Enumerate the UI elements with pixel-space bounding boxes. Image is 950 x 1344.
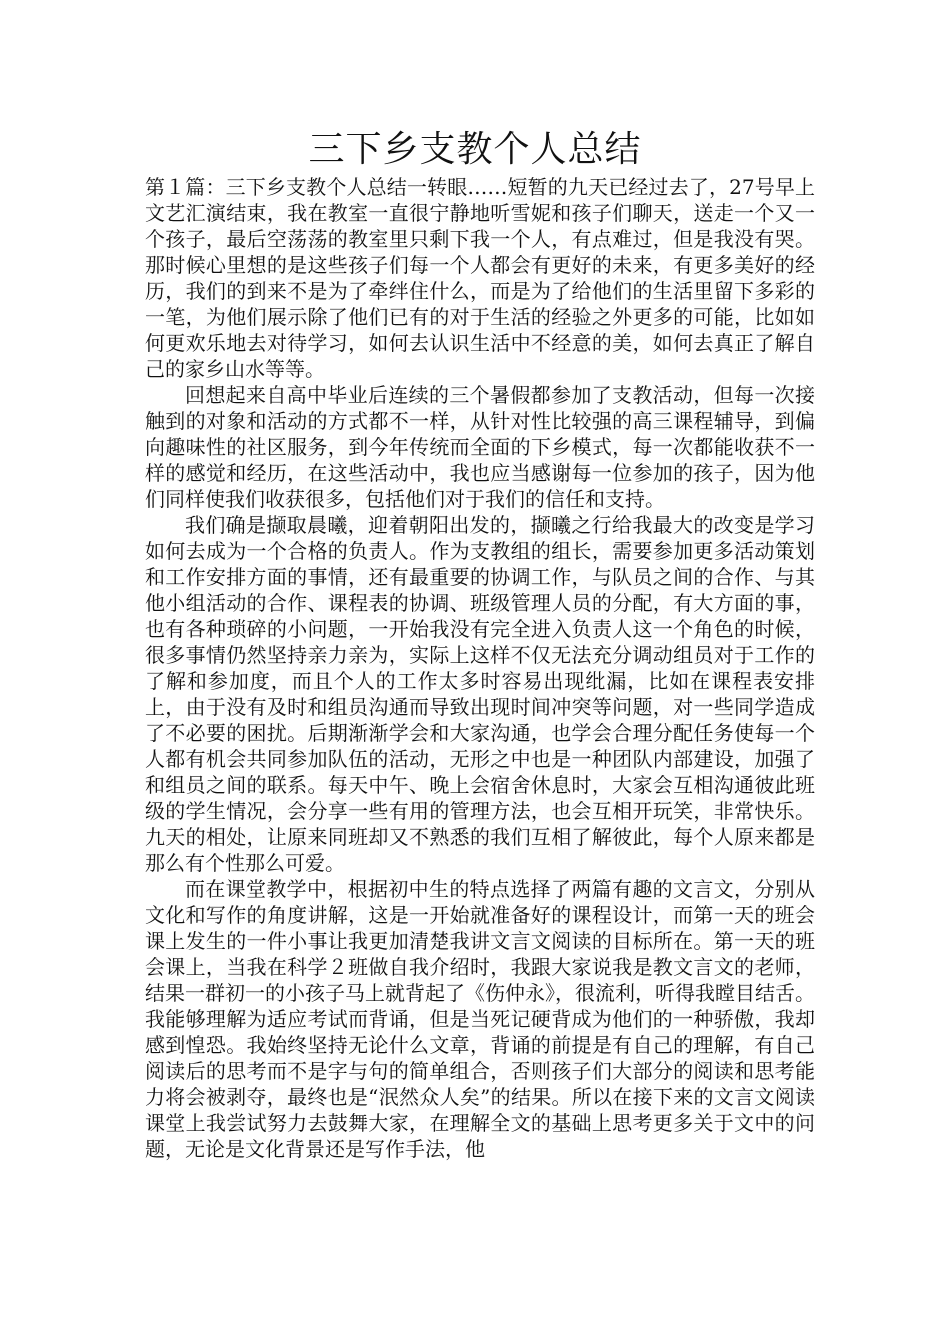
paragraph-4: 而在课堂教学中，根据初中生的特点选择了两篇有趣的文言文，分别从文化和写作的角度讲解，这是一开始就准备好的课程设计，而第一天的班会课上发生的一件小事让我更加清楚我讲文言文阅读的目标所在。第一天的班会课上，当我在科学２班做自我介绍时，我跟大家说我是教文言文的老师，结果一群初一的小孩子马上就背起了《伤仲永》，很流利，听得我瞠目结舌。我能够理解为适应考试而背诵，但是当死记硬背成为他们的一种骄傲，我却感到惶恐。我始终坚持无论什么文章，背诵的前提是有自己的理解，有自己阅读后的思考而不是字与句的简单组合，否则孩子们大部分的阅读和思考能力将会被剥夺，最终也是“泯然众人矣”的结果。所以在接下来的文言文阅读课堂上我尝试努力去鼓舞大家，在理解全文的基础上思考更多关于文中的问题，无论是文化背景还是写作手法，他 (145, 877, 815, 1161)
document-body (145, 174, 815, 1162)
paragraph-3: 我们确是撷取晨曦，迎着朝阳出发的，撷曦之行给我最大的改变是学习如何去成为一个合格的负责人。作为支教组的组长，需要参加更多活动策划和工作安排方面的事情，还有最重要的协调工作，与队员之间的合作、与其他小组活动的合作、课程表的协调、班级管理人员的分配，有大方面的事，也有各种琐碎的小问题，一开始我没有完全进入负责人这一个角色的时候，很多事情仍然坚持亲力亲为，实际上这样不仅无法充分调动组员对于工作的了解和参加度，而且个人的工作太多时容易出现纰漏，比如在课程表安排上，由于没有及时和组员沟通而导致出现时间冲突等问题，对一些同学造成了不必要的困扰。后期渐渐学会和大家沟通，也学会合理分配任务使每一个人都有机会共同参加队伍的活动，无形之中也是一种团队内部建设，加强了和组员之间的联系。每天中午、晚上会宿舍休息时，大家会互相沟通彼此班级的学生情况，会分享一些有用的管理方法，也会互相开玩笑，非常快乐。九天的相处，让原来同班却又不熟悉的我们互相了解彼此，每个人原来都是那么有个性那么可爱。 (145, 513, 815, 875)
paragraph-1: 第１篇：三下乡支教个人总结一转眼……短暂的九天已经过去了，27号早上文艺汇演结束，我在教室一直很宁静地听雪妮和孩子们聊天，送走一个又一个孩子，最后空荡荡的教室里只剩下我一个人，有点难过，但是我没有哭。那时候心里想的是这些孩子们每一个人都会有更好的未来，有更多美好的经历，我们的到来不是为了牵绊住什么，而是为了给他们的生活里留下多彩的一笔，为他们展示除了他们已有的对于生活的经验之外更多的可能，比如如何更欢乐地去对待学习，如何去认识生活中不经意的美，如何去真正了解自己的家乡山水等等。 (145, 175, 815, 381)
document-title: 三下乡支教个人总结 (308, 129, 642, 170)
paragraph-2: 回想起来自高中毕业后连续的三个暑假都参加了支教活动，但每一次接触到的对象和活动的方式都不一样，从针对性比较强的高三课程辅导，到偏向趣味性的社区服务，到今年传统而全面的下乡模式，每一次都能收获不一样的感觉和经历，在这些活动中，我也应当感谢每一位参加的孩子，因为他们同样使我们收获很多，包括他们对于我们的信任和支持。 (145, 383, 815, 511)
